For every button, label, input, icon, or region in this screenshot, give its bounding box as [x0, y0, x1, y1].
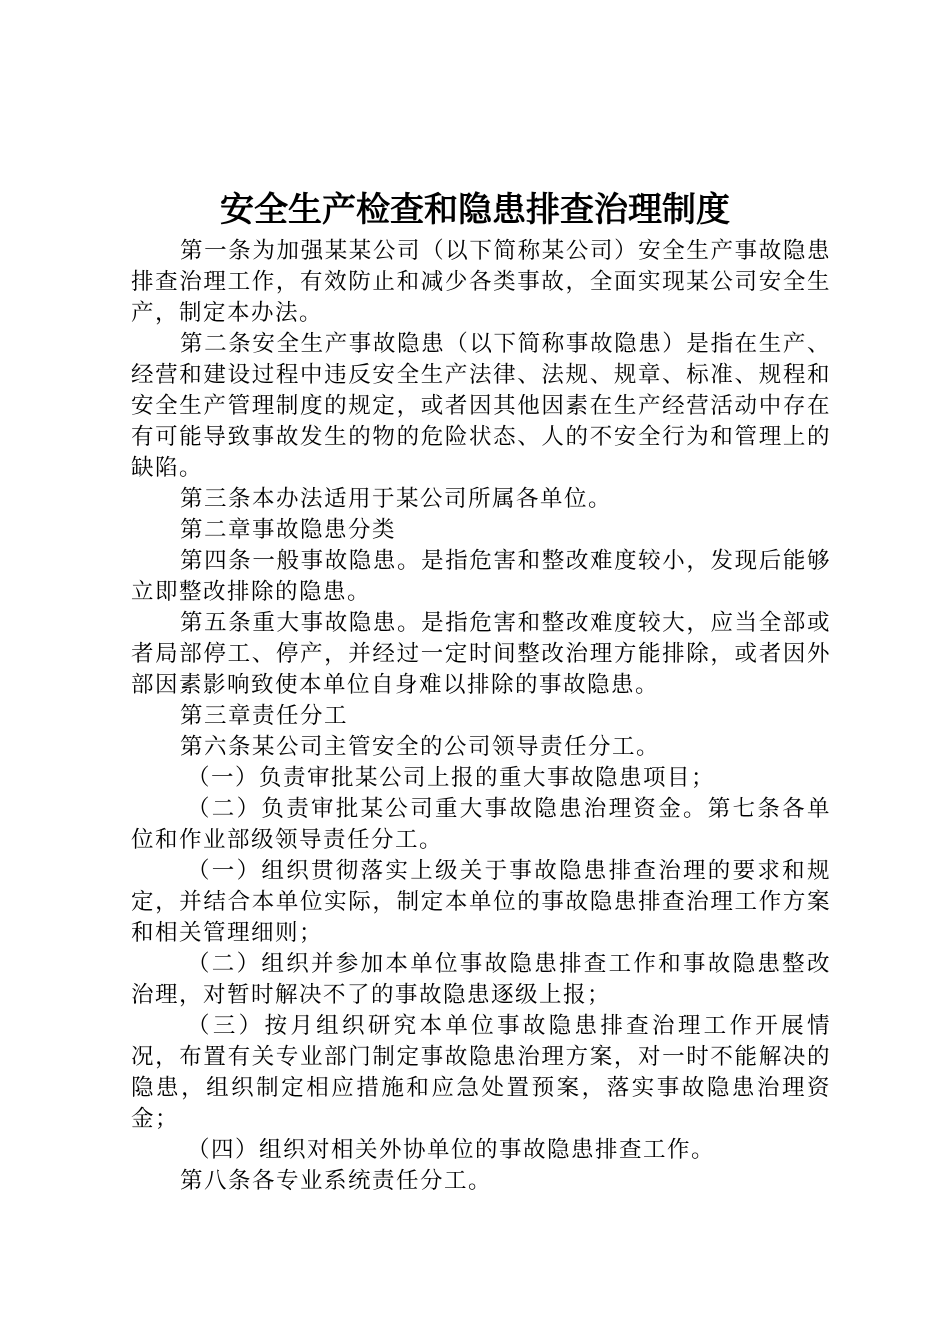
paragraph-article-5: 第五条重大事故隐患。是指危害和整改难度较大，应当全部或者局部停工、停产，并经过一定时间整改治理方能排除，或者因外部因素影响致使本单位自身难以排除的事故隐患。 — [131, 610, 831, 698]
list-item-7-2: （二）组织并参加本单位事故隐患排查工作和事故隐患整改治理，对暂时解决不了的事故隐患逐级上报； — [131, 951, 831, 1008]
document-body — [131, 236, 831, 1197]
chapter-heading-3: 第三章责任分工 — [180, 703, 349, 729]
list-item-6-1: （一）负责审批某公司上报的重大事故隐患项目； — [187, 765, 716, 791]
paragraph-article-2: 第二条安全生产事故隐患（以下简称事故隐患）是指在生产、经营和建设过程中违反安全生产法律、法规、规章、标准、规程和安全生产管理制度的规定，或者因其他因素在生产经营活动中存在有可能导致事故发生的物的危险状态、人的不安全行为和管理上的缺陷。 — [131, 331, 831, 481]
paragraph-article-1: 第一条为加强某某公司（以下简称某公司）安全生产事故隐患排查治理工作，有效防止和减少各类事故，全面实现某公司安全生产，制定本办法。 — [131, 238, 831, 326]
list-item-7-4: （四）组织对相关外协单位的事故隐患排查工作。 — [187, 1137, 716, 1163]
document-title: 安全生产检查和隐患排查治理制度 — [220, 190, 730, 230]
chapter-heading-2: 第二章事故隐患分类 — [180, 517, 397, 543]
list-item-6-2: （二）负责审批某公司重大事故隐患治理资金。第七条各单位和作业部级领导责任分工。 — [131, 796, 831, 853]
paragraph-article-8: 第八条各专业系统责任分工。 — [180, 1168, 493, 1194]
list-item-7-1: （一）组织贯彻落实上级关于事故隐患排查治理的要求和规定，并结合本单位实际，制定本单位的事故隐患排查治理工作方案和相关管理细则； — [131, 858, 831, 946]
list-item-7-3: （三）按月组织研究本单位事故隐患排查治理工作开展情况，布置有关专业部门制定事故隐患治理方案，对一时不能解决的隐患，组织制定相应措施和应急处置预案，落实事故隐患治理资金； — [131, 1013, 831, 1132]
paragraph-article-4: 第四条一般事故隐患。是指危害和整改难度较小，发现后能够立即整改排除的隐患。 — [131, 548, 831, 605]
paragraph-article-3: 第三条本办法适用于某公司所属各单位。 — [180, 486, 613, 512]
paragraph-article-6: 第六条某公司主管安全的公司领导责任分工。 — [180, 734, 661, 760]
